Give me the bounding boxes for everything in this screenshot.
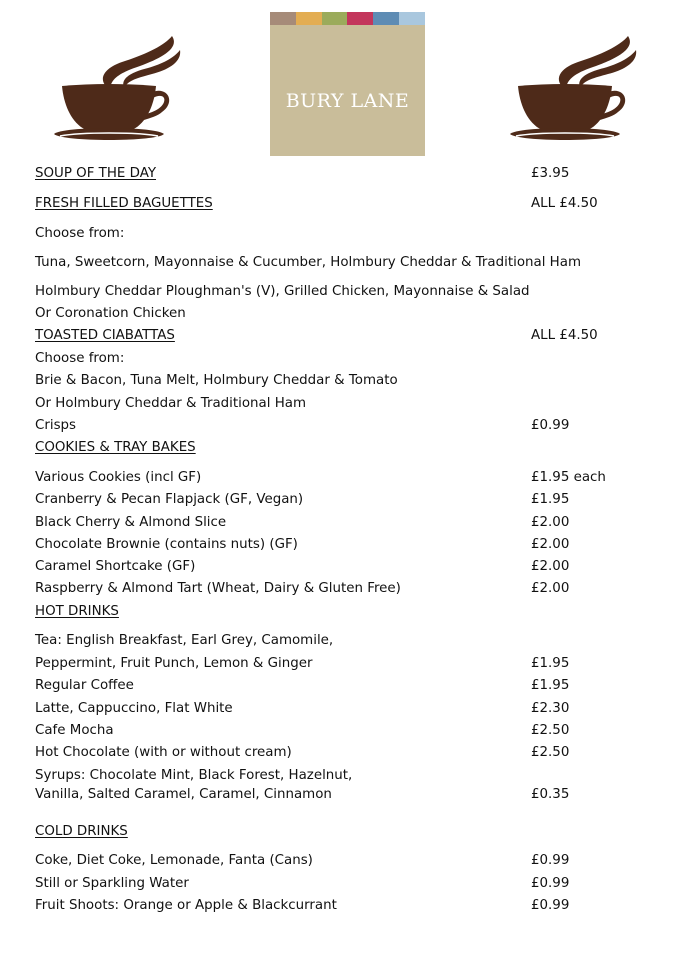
cold-drink-price: £0.99 <box>531 898 570 913</box>
cookie-item-label: Black Cherry & Almond Slice <box>35 515 227 530</box>
tea-options-line: Peppermint, Fruit Punch, Lemon & Ginger <box>35 656 313 671</box>
hot-drinks-heading: HOT DRINKS <box>35 604 119 619</box>
hot-drink-price: £1.95 <box>531 678 570 693</box>
brand-color-stripe <box>270 12 296 25</box>
cookie-item-label: Cranberry & Pecan Flapjack (GF, Vegan) <box>35 492 304 507</box>
coffee-cup-icon <box>508 28 643 143</box>
cold-drink-price: £0.99 <box>531 853 570 868</box>
hot-drink-label: Latte, Cappuccino, Flat White <box>35 701 233 716</box>
baguettes-choose: Choose from: <box>35 226 125 241</box>
cold-drink-label: Still or Sparkling Water <box>35 876 189 891</box>
cold-drink-label: Coke, Diet Coke, Lemonade, Fanta (Cans) <box>35 853 313 868</box>
brand-color-stripe <box>322 12 348 25</box>
hot-drink-label: Regular Coffee <box>35 678 134 693</box>
ciabattas-option-line: Or Holmbury Cheddar & Traditional Ham <box>35 396 307 411</box>
hot-drink-price: £2.50 <box>531 723 570 738</box>
cookie-item-price: £2.00 <box>531 559 570 574</box>
hot-drink-price: £2.30 <box>531 701 570 716</box>
baguettes-heading: FRESH FILLED BAGUETTES <box>35 196 213 211</box>
hot-drink-label: Hot Chocolate (with or without cream) <box>35 745 292 760</box>
soup-heading: SOUP OF THE DAY <box>35 166 157 181</box>
cold-drink-label: Fruit Shoots: Orange or Apple & Blackcurrant <box>35 898 337 913</box>
cookie-item-label: Chocolate Brownie (contains nuts) (GF) <box>35 537 298 552</box>
cookie-item-price: £2.00 <box>531 581 570 596</box>
coffee-cup-icon <box>52 28 187 143</box>
brand-color-stripes <box>270 12 425 25</box>
brand-color-stripe <box>373 12 399 25</box>
cookie-item-label: Raspberry & Almond Tart (Wheat, Dairy & Gluten Free) <box>35 581 401 596</box>
soup-price: £3.95 <box>531 166 570 181</box>
cold-drink-price: £0.99 <box>531 876 570 891</box>
baguettes-option-line: Tuna, Sweetcorn, Mayonnaise & Cucumber, Holmbury Cheddar & Traditional Ham <box>35 255 582 270</box>
hot-drink-label: Cafe Mocha <box>35 723 114 738</box>
crisps-price: £0.99 <box>531 418 570 433</box>
syrups-price: £0.35 <box>531 787 570 802</box>
cookie-item-label: Various Cookies (incl GF) <box>35 470 202 485</box>
cold-drinks-heading: COLD DRINKS <box>35 824 128 839</box>
tea-price: £1.95 <box>531 656 570 671</box>
brand-color-stripe <box>399 12 425 25</box>
brand-name: BURY LANE <box>285 90 410 112</box>
cookie-item-label: Caramel Shortcake (GF) <box>35 559 196 574</box>
ciabattas-price: ALL £4.50 <box>531 328 598 343</box>
ciabattas-option-line: Brie & Bacon, Tuna Melt, Holmbury Cheddar & Tomato <box>35 373 398 388</box>
ciabattas-choose: Choose from: <box>35 351 125 366</box>
cookie-item-price: £1.95 each <box>531 470 606 485</box>
syrups-line: Vanilla, Salted Caramel, Caramel, Cinnamon <box>35 787 332 802</box>
brand-logo <box>270 12 425 156</box>
syrups-line: Syrups: Chocolate Mint, Black Forest, Hazelnut, <box>35 768 353 783</box>
brand-color-stripe <box>296 12 322 25</box>
crisps-label: Crisps <box>35 418 77 433</box>
baguettes-option-line: Or Coronation Chicken <box>35 306 186 321</box>
hot-drink-price: £2.50 <box>531 745 570 760</box>
ciabattas-heading: TOASTED CIABATTAS <box>35 328 175 343</box>
cookie-item-price: £1.95 <box>531 492 570 507</box>
baguettes-price: ALL £4.50 <box>531 196 598 211</box>
cookies-heading: COOKIES & TRAY BAKES <box>35 440 196 455</box>
baguettes-option-line: Holmbury Cheddar Ploughman's (V), Grilled Chicken, Mayonnaise & Salad <box>35 284 530 299</box>
brand-color-stripe <box>347 12 373 25</box>
cookie-item-price: £2.00 <box>531 537 570 552</box>
cookie-item-price: £2.00 <box>531 515 570 530</box>
tea-options-line: Tea: English Breakfast, Earl Grey, Camomile, <box>35 633 334 648</box>
